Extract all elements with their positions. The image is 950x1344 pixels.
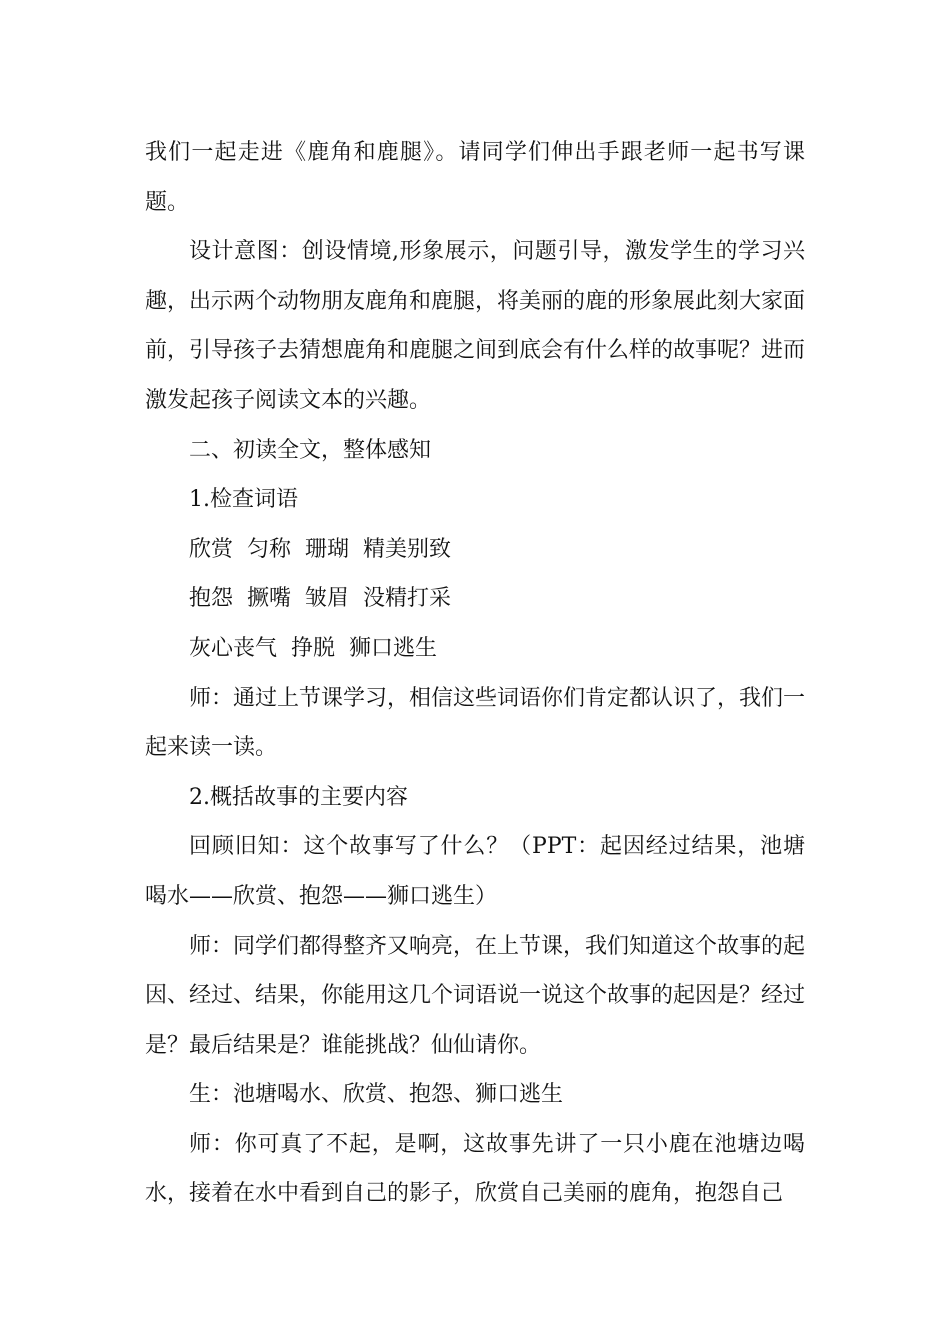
paragraph-teacher-question: 师：同学们都得整齐又响亮，在上节课，我们知道这个故事的起因、经过、结果，你能用这几个词语说一说这个故事的起因是？经过是？最后结果是？谁能挑战？仙仙请你。 (145, 933, 806, 1058)
section-heading-first-reading: 二、初读全文，整体感知 (189, 437, 432, 463)
subheading-check-words: 1.检查词语 (189, 487, 298, 513)
word-list-row-2: 抱怨 撅嘴 皱眉 没精打采 (189, 586, 451, 612)
paragraph-intro: 我们一起走进《鹿角和鹿腿》。请同学们伸出手跟老师一起书写课题。 (145, 140, 805, 215)
document-body (145, 128, 805, 1219)
subheading-summarize: 2.概括故事的主要内容 (189, 784, 408, 810)
paragraph-teacher-read: 师：通过上节课学习，相信这些词语你们肯定都认识了，我们一起来读一读。 (145, 685, 806, 761)
word-list-row-1: 欣赏 匀称 珊瑚 精美别致 (189, 536, 451, 562)
paragraph-student-answer: 生：池塘喝水、欣赏、抱怨、狮口逃生 (189, 1082, 564, 1108)
paragraph-review: 回顾旧知：这个故事写了什么？（PPT：起因经过结果，池塘喝水——欣赏、抱怨——狮口逃生） (145, 834, 805, 909)
word-list-row-3: 灰心丧气 挣脱 狮口逃生 (189, 635, 437, 661)
paragraph-teacher-summary: 师：你可真了不起，是啊，这故事先讲了一只小鹿在池塘边喝水，接着在水中看到自己的影子，欣赏自己美丽的鹿角，抱怨自己 (145, 1131, 805, 1207)
paragraph-design-intent: 设计意图：创设情境,形象展示，问题引导，激发学生的学习兴趣，出示两个动物朋友鹿角和鹿腿，将美丽的鹿的形象展此刻大家面前，引导孩子去猜想鹿角和鹿腿之间到底会有什么样的故事呢？进而激发起孩子阅读文本的兴趣。 (145, 239, 806, 413)
